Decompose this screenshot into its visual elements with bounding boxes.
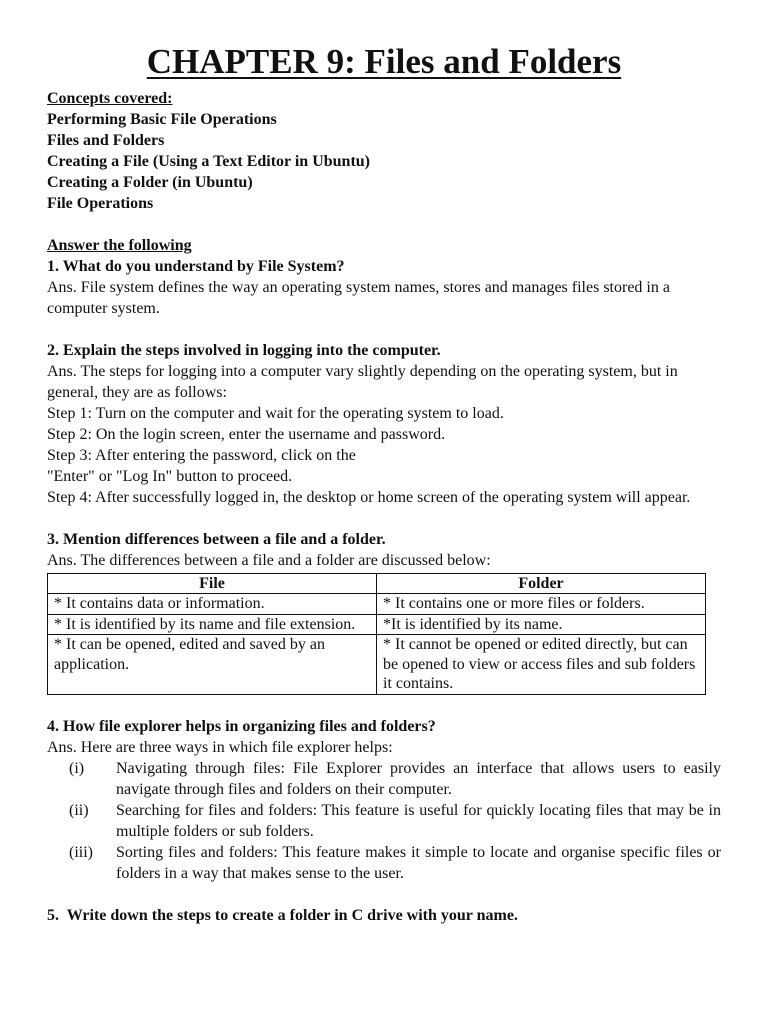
table-cell: * It is identified by its name and file extension. bbox=[48, 614, 377, 635]
question-text: 3. Mention differences between a file and a folder. bbox=[47, 531, 386, 548]
question-2 bbox=[47, 340, 721, 508]
list-number: (ii) bbox=[69, 801, 89, 819]
table-cell: * It contains data or information. bbox=[48, 594, 377, 615]
step-1: Step 1: Turn on the computer and wait for the operating system to load. bbox=[47, 405, 504, 422]
table-cell: * It cannot be opened or edited directly, but can be opened to view or access files and sub folders it contains. bbox=[377, 635, 706, 695]
concept-item: Performing Basic File Operations bbox=[47, 111, 277, 128]
table-cell: * It contains one or more files or folders. bbox=[377, 594, 706, 615]
question-text: 4. How file explorer helps in organizing files and folders? bbox=[47, 717, 436, 735]
answer-text: Ans. Here are three ways in which file explorer helps: bbox=[47, 738, 393, 756]
question-1 bbox=[47, 256, 721, 319]
list-text: Searching for files and folders: This feature is useful for quickly locating files that may be in multiple folders or sub folders. bbox=[116, 801, 721, 840]
question-5 bbox=[47, 905, 721, 926]
answer-text: Ans. The steps for logging into a computer vary slightly depending on the operating system, but in general, they are as follows: bbox=[47, 363, 678, 401]
list-item bbox=[47, 800, 721, 842]
chapter-title: CHAPTER 9: Files and Folders bbox=[146, 42, 622, 81]
explorer-benefits-list bbox=[47, 758, 721, 884]
table-row bbox=[48, 614, 706, 635]
step-3: Step 3: After entering the password, click on the bbox=[47, 447, 356, 464]
answer-heading: Answer the following bbox=[47, 237, 192, 254]
document-page bbox=[47, 40, 721, 926]
step-4: Step 4: After successfully logged in, the desktop or home screen of the operating system will appear. bbox=[47, 489, 691, 506]
question-text: 2. Explain the steps involved in logging into the computer. bbox=[47, 342, 441, 359]
concept-item: Files and Folders bbox=[47, 132, 165, 149]
question-text: 5. Write down the steps to create a folder in C drive with your name. bbox=[47, 906, 518, 924]
concept-item: Creating a File (Using a Text Editor in Ubuntu) bbox=[47, 153, 371, 170]
concept-item: Creating a Folder (in Ubuntu) bbox=[47, 174, 253, 191]
table-cell: *It is identified by its name. bbox=[377, 614, 706, 635]
answer-text: Ans. File system defines the way an operating system names, stores and manages files stored in a computer system. bbox=[47, 279, 670, 317]
list-number: (i) bbox=[69, 759, 85, 777]
list-text: Navigating through files: File Explorer provides an interface that allows users to easily navigate through files and folders on their computer. bbox=[116, 759, 721, 798]
question-text: 1. What do you understand by File System? bbox=[47, 258, 345, 275]
answer-text: Ans. The differences between a file and a folder are discussed below: bbox=[47, 552, 491, 569]
question-3 bbox=[47, 529, 721, 695]
table-header-row bbox=[48, 574, 706, 594]
list-item bbox=[47, 758, 721, 800]
table-header-cell: Folder bbox=[377, 574, 706, 594]
table-row bbox=[48, 594, 706, 615]
step-2: Step 2: On the login screen, enter the username and password. bbox=[47, 426, 446, 443]
list-text: Sorting files and folders: This feature makes it simple to locate and organise specific files or folders in a way that makes sense to the user. bbox=[116, 843, 721, 882]
step-3-cont: "Enter" or "Log In" button to proceed. bbox=[47, 468, 293, 485]
table-cell: * It can be opened, edited and saved by an application. bbox=[48, 635, 377, 695]
list-number: (iii) bbox=[69, 843, 93, 861]
question-4 bbox=[47, 716, 721, 884]
concepts-section bbox=[47, 88, 721, 214]
concepts-heading: Concepts covered: bbox=[47, 90, 173, 107]
list-item bbox=[47, 842, 721, 884]
table-header-cell: File bbox=[48, 574, 377, 594]
file-folder-table bbox=[47, 573, 706, 695]
concept-item: File Operations bbox=[47, 195, 154, 212]
table-row bbox=[48, 635, 706, 695]
